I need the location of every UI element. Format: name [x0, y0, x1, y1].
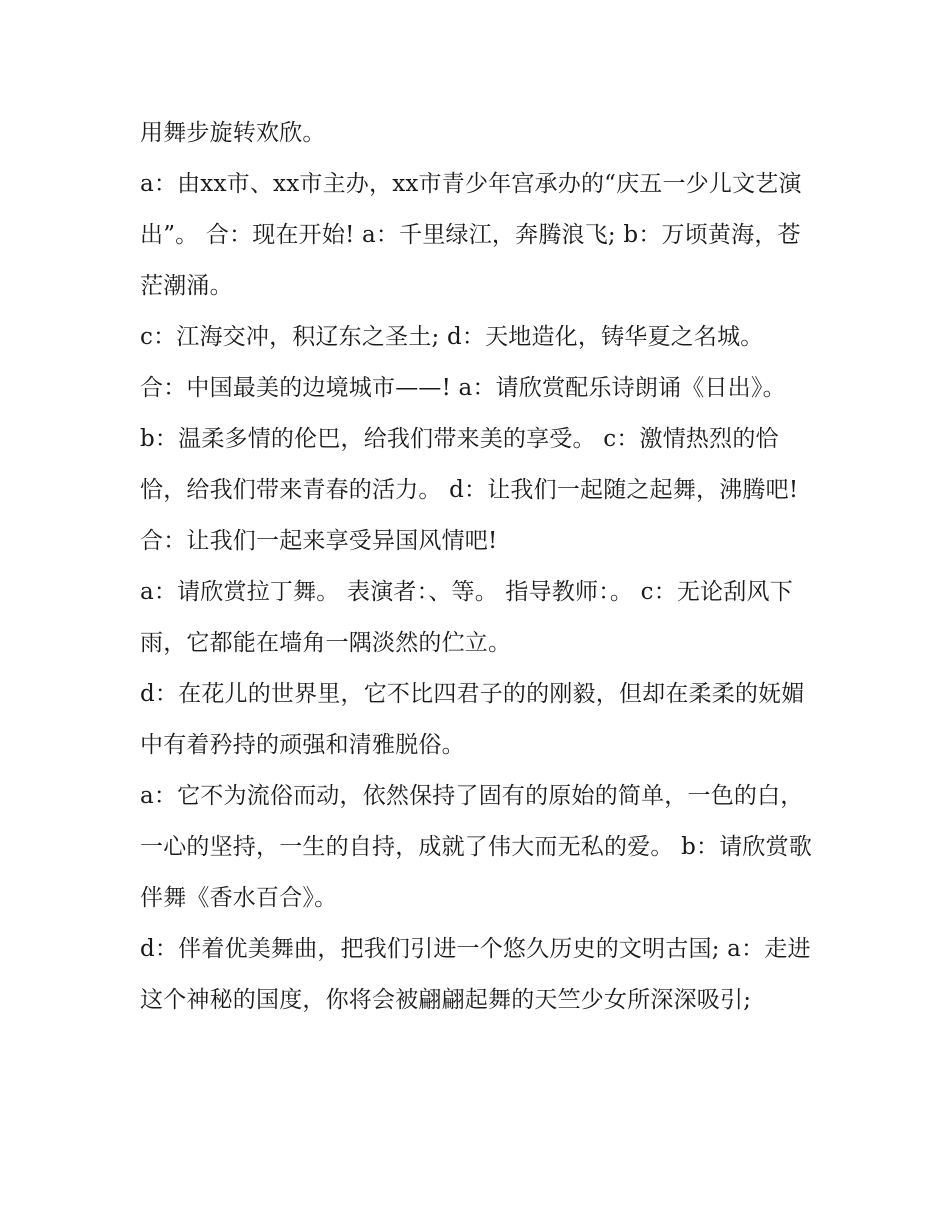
paragraph: 合：中国最美的边境城市——! a：请欣赏配乐诗朗诵《日出》。 — [140, 375, 786, 401]
paragraph: c：江海交冲，积辽东之圣土; d：天地造化，铸华夏之名城。 — [140, 324, 764, 350]
paragraph: d：在花儿的世界里，它不比四君子的的刚毅，但却在柔柔的妩媚中有着矜持的顽强和清雅脱俗。 — [140, 681, 805, 758]
paragraph: a：请欣赏拉丁舞。 表演者：、等。 指导教师：。 c：无论刮风下雨，它都能在墙角一隅淡然的伫立。 — [140, 579, 793, 656]
paragraph: a：它不为流俗而动，依然保持了固有的原始的简单，一色的白，一心的坚持，一生的自持，成就了伟大而无私的爱。 b：请欣赏歌伴舞《香水百合》。 — [140, 783, 813, 911]
document-body — [140, 108, 820, 1026]
paragraph: b：温柔多情的伦巴，给我们带来美的享受。 c：激情热烈的恰恰，给我们带来青春的活力。 d：让我们一起随之起舞，沸腾吧! 合：让我们一起来享受异国风情吧! — [140, 426, 799, 554]
paragraph: 用舞步旋转欢欣。 — [140, 120, 326, 146]
paragraph: a：由xx市、xx市主办，xx市青少年宫承办的“庆五一少儿文艺演出”。 合：现在开始! a：千里绿江，奔腾浪飞; b：万顷黄海，苍茫潮涌。 — [140, 171, 802, 299]
paragraph: d：伴着优美舞曲，把我们引进一个悠久历史的文明古国; a：走进这个神秘的国度，你将会被翩翩起舞的天竺少女所深深吸引; — [140, 936, 811, 1013]
